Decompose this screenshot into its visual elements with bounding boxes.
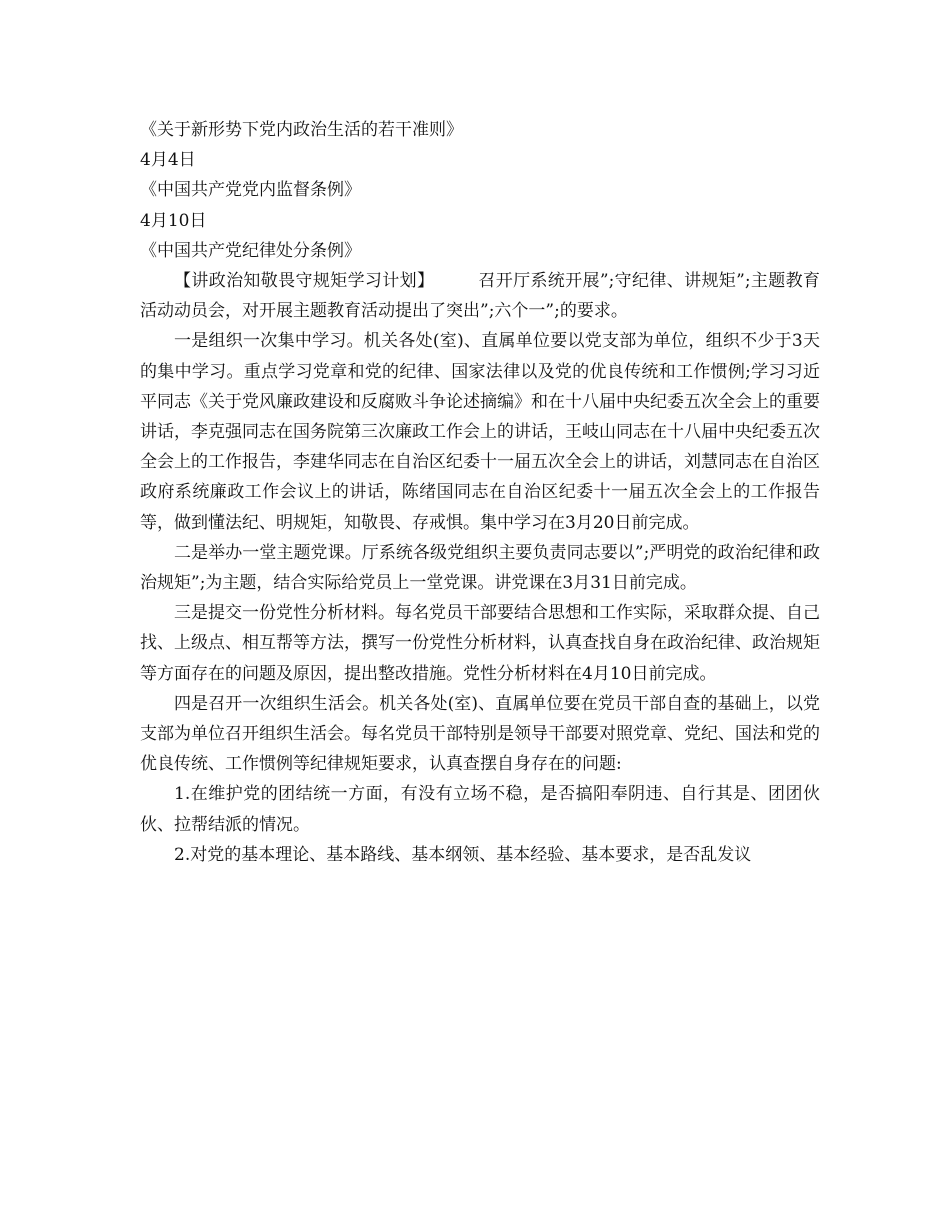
intro-paragraph (140, 266, 820, 326)
intro-text: 召开厅系统开展”;守纪律、讲规矩”;主题教育活动动员会，对开展主题教育活动提出了突出”;六个一”;的要求。 (140, 271, 821, 322)
paragraph-item-1: 一是组织一次集中学习。机关各处(室)、直属单位要以党支部为单位，组织不少于3天的集中学习。重点学习党章和党的纪律、国家法律以及党的优良传统和工作惯例;学习习近平同志《关于党风廉政建设和反腐败斗争论述摘编》和在十八届中央纪委五次全会上的重要讲话，李克强同志在国务院第三次廉政工作会上的讲话，王岐山同志在十八届中央纪委五次全会上的工作报告，李建华同志在自治区纪委十一届五次全会上的讲话，刘慧同志在自治区政府系统廉政工作会议上的讲话，陈绪国同志在自治区纪委十一届五次全会上的工作报告等，做到懂法纪、明规矩，知敬畏、存戒惧。集中学习在3月20日前完成。 (140, 331, 820, 533)
document-body (140, 115, 820, 870)
study-plan-heading: 【讲政治知敬畏守规矩学习计划】 (174, 271, 435, 292)
header-line-supervision-title: 《中国共产党党内监督条例》 (140, 180, 361, 201)
paragraph-item-2: 二是举办一堂主题党课。厅系统各级党组织主要负责同志要以”;严明党的政治纪律和政治规矩”;为主题，结合实际给党员上一堂党课。讲党课在3月31日前完成。 (140, 542, 820, 594)
header-line-regulation-title: 《关于新形势下党内政治生活的若干准则》 (140, 120, 463, 140)
paragraph-subitem-2: 2.对党的基本理论、基本路线、基本纲领、基本经验、基本要求，是否乱发议 (174, 844, 752, 865)
paragraph-item-3: 三是提交一份党性分析材料。每名党员干部要结合思想和工作实际，采取群众提、自己找、上级点、相互帮等方法，撰写一份党性分析材料，认真查找自身在政治纪律、政治规矩等方面存在的问题及原因，提出整改措施。党性分析材料在4月10日前完成。 (140, 603, 820, 684)
header-line-date-april-4: 4月4日 (140, 150, 196, 171)
paragraph-subitem-1: 1.在维护党的团结统一方面，有没有立场不稳，是否搞阳奉阴违、自行其是、团团伙伙、拉帮结派的情况。 (140, 784, 820, 835)
header-line-discipline-title: 《中国共产党纪律处分条例》 (140, 240, 361, 261)
header-line-date-april-10: 4月10日 (140, 210, 207, 231)
paragraph-item-4: 四是召开一次组织生活会。机关各处(室)、直属单位要在党员干部自查的基础上，以党支部为单位召开组织生活会。每名党员干部特别是领导干部要对照党章、党纪、国法和党的优良传统、工作惯例等纪律规矩要求，认真查摆自身存在的问题: (140, 693, 820, 775)
